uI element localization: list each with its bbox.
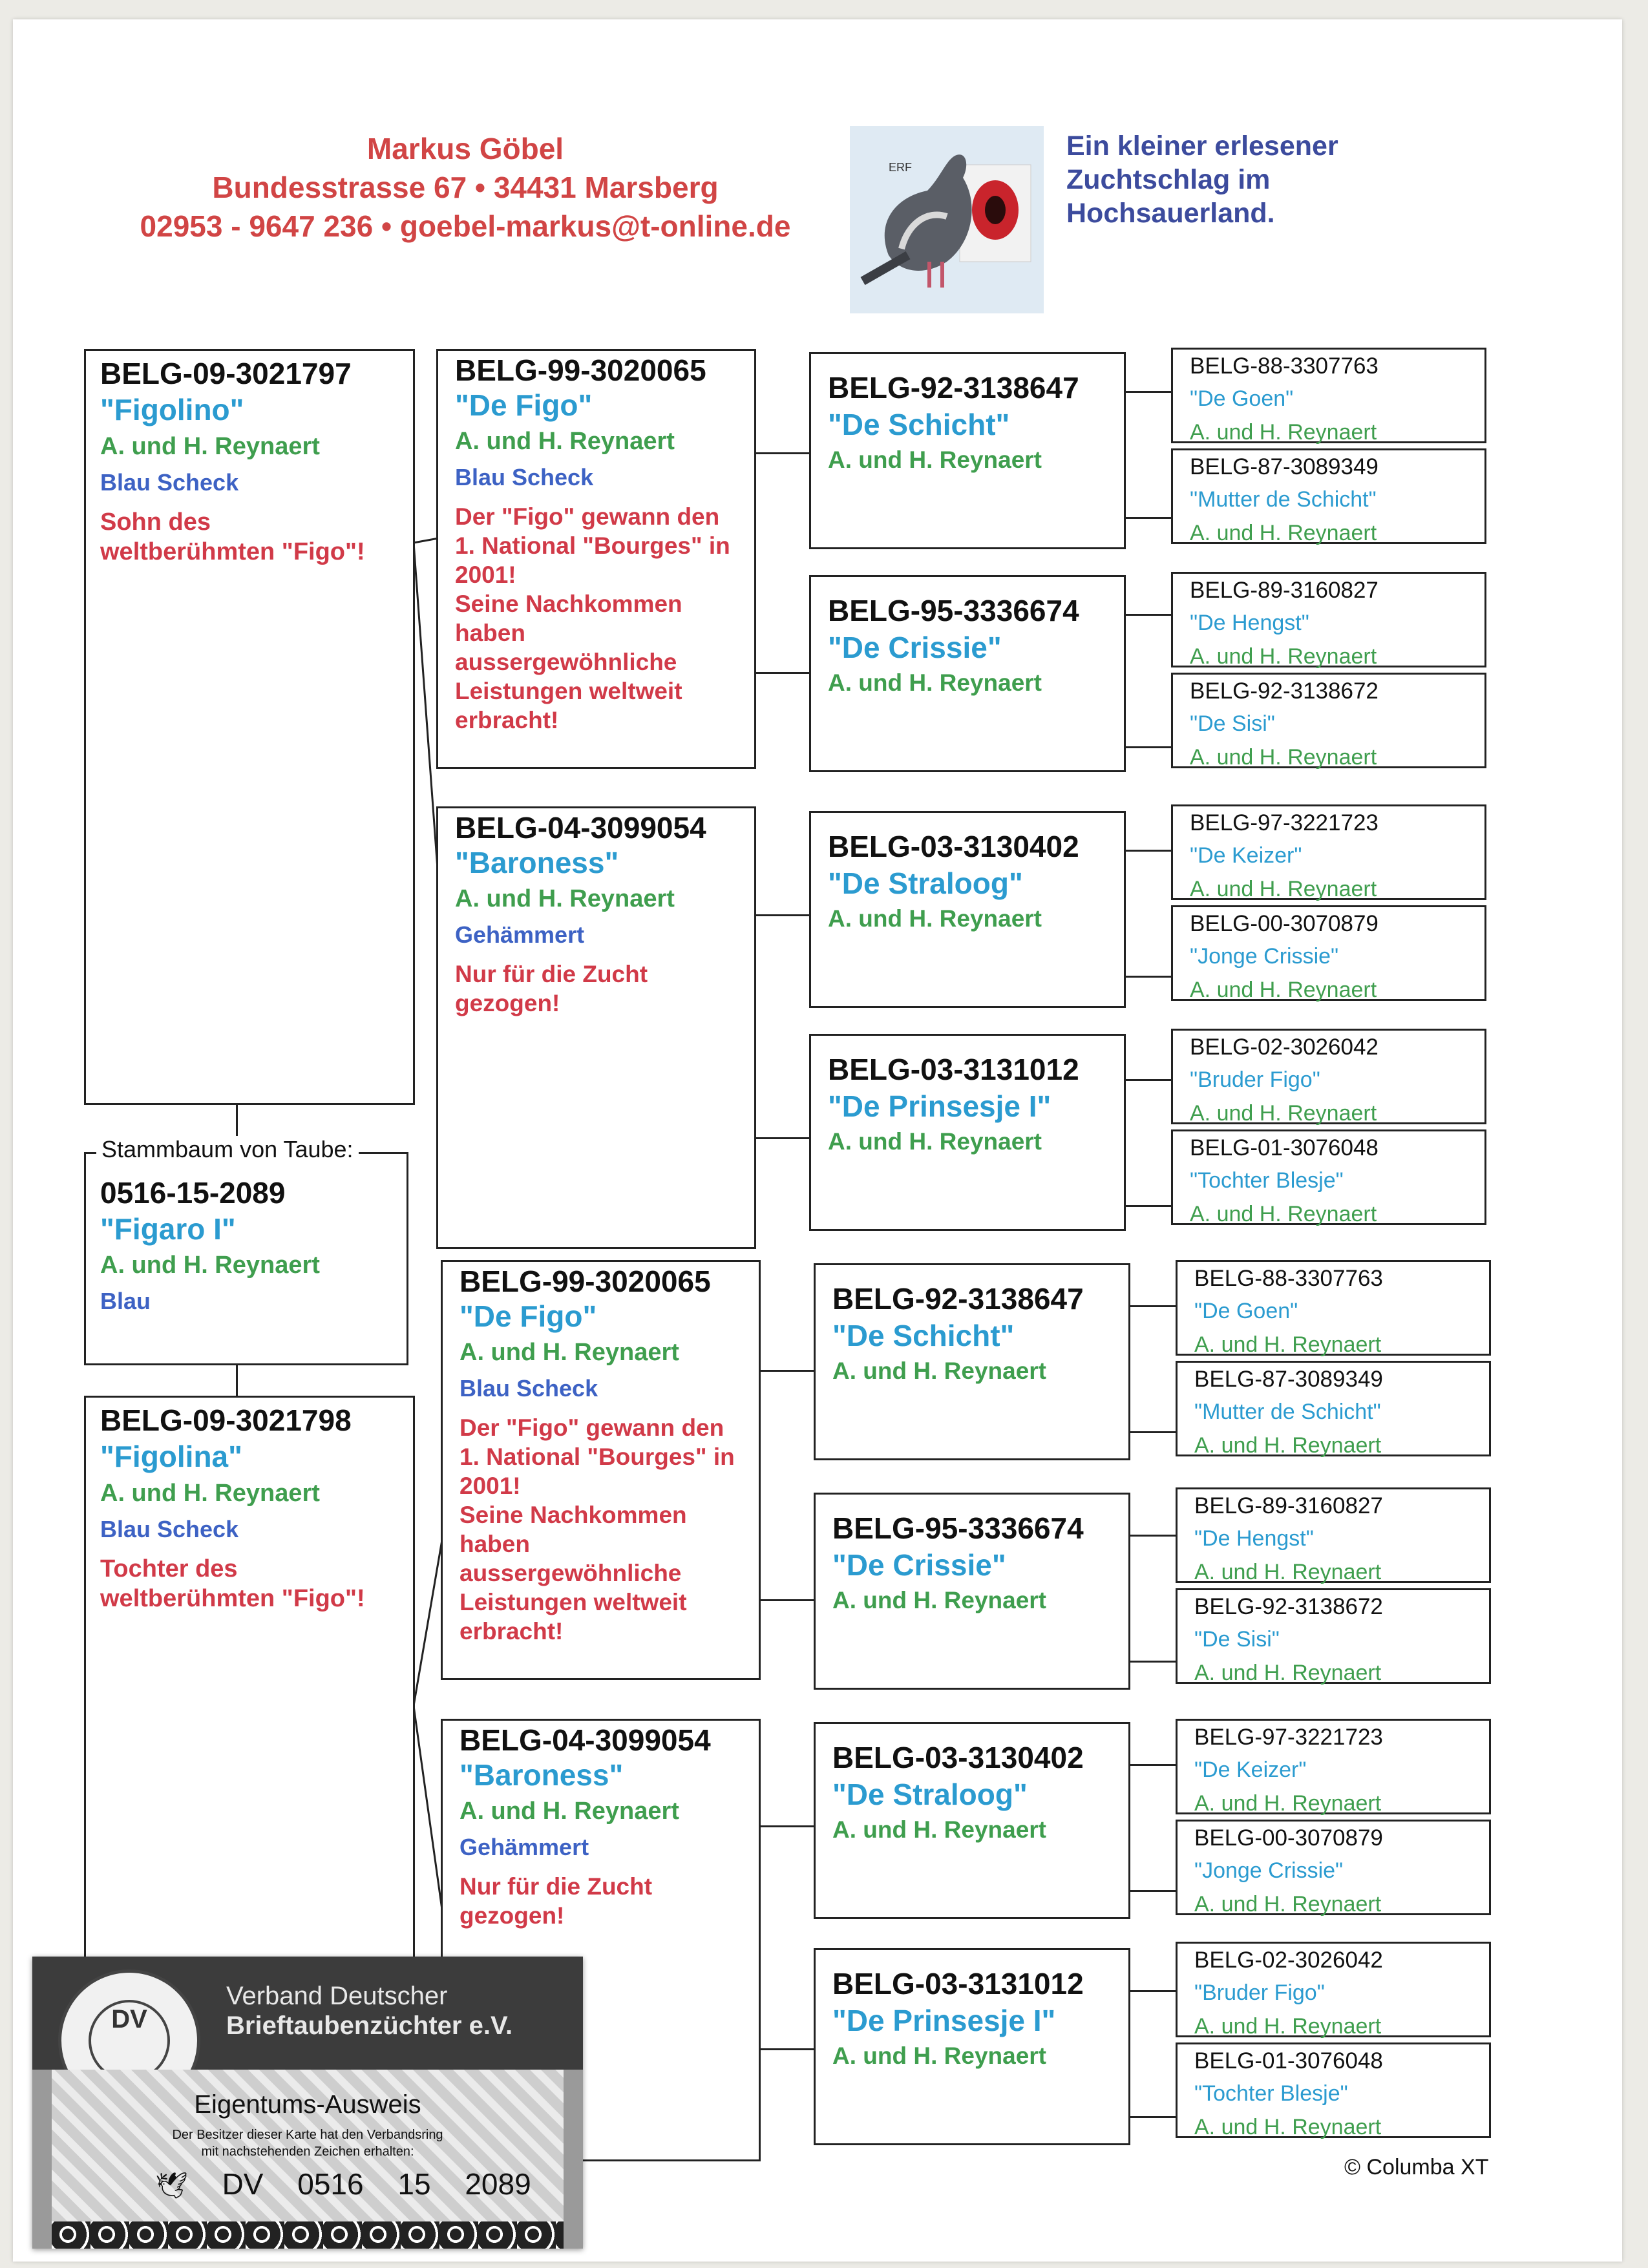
pigeon-name: "Jonge Crissie"	[1190, 944, 1339, 969]
ring-number: BELG-95-3336674	[832, 1511, 1084, 1545]
owner: A. und H. Reynaert	[1194, 1433, 1382, 1458]
connector-line	[1129, 1661, 1176, 1663]
ring-prefix: DV	[222, 2167, 264, 2201]
pigeon-name: "De Crissie"	[828, 631, 1002, 664]
ring-number: BELG-04-3099054	[460, 1723, 711, 1757]
ancestor-box	[1171, 905, 1486, 1001]
remark-line: Seine Nachkommen	[460, 1502, 687, 1528]
association-name	[226, 1981, 512, 2041]
ring-number: BELG-09-3021798	[100, 1403, 352, 1437]
ring-number: BELG-02-3026042	[1190, 1034, 1379, 1060]
remark-line: Sohn des	[100, 509, 211, 536]
connector-line	[1125, 391, 1171, 393]
remark-line: Leistungen weltweit	[460, 1589, 687, 1615]
ring-number: BELG-89-3160827	[1194, 1493, 1383, 1518]
ancestor-box	[1171, 1129, 1486, 1225]
ring-number: BELG-01-3076048	[1194, 2048, 1383, 2074]
pigeon-name: "Tochter Blesje"	[1190, 1168, 1344, 1193]
ancestor-box	[1176, 1942, 1491, 2037]
pigeon-name: "De Schicht"	[828, 408, 1010, 441]
owner: A. und H. Reynaert	[455, 428, 675, 455]
ring-number: BELG-87-3089349	[1194, 1367, 1383, 1392]
plumage-color: Gehämmert	[455, 921, 585, 948]
ring-number: BELG-09-3021797	[100, 357, 352, 390]
pigeon-name: "Mutter de Schicht"	[1194, 1400, 1381, 1424]
pigeon-name: "De Sisi"	[1190, 711, 1275, 736]
ownership-card	[32, 1957, 583, 2249]
ancestor-box	[814, 1263, 1130, 1460]
owner: A. und H. Reynaert	[1190, 644, 1377, 669]
ring-number: 0516	[297, 2167, 364, 2201]
pigeon-name: "Baroness"	[455, 846, 619, 879]
pigeon-name: "De Figo"	[455, 388, 593, 422]
ancestor-box	[814, 1722, 1130, 1919]
granddam-box	[436, 806, 756, 1249]
owner: A. und H. Reynaert	[1194, 1892, 1382, 1916]
owner: A. und H. Reynaert	[828, 669, 1042, 696]
remark-line: Tochter des	[100, 1555, 238, 1582]
pigeon-name: "Tochter Blesje"	[1194, 2081, 1348, 2106]
ring-number: BELG-87-3089349	[1190, 454, 1379, 479]
pigeon-name: "De Hengst"	[1190, 611, 1309, 635]
tagline-line-1: Ein kleiner erlesener	[1066, 131, 1338, 162]
association-name-line-2: Brieftaubenzüchter e.V.	[226, 2011, 513, 2040]
owner: A. und H. Reynaert	[1190, 877, 1377, 901]
pigeon-name: "De Keizer"	[1194, 1758, 1307, 1782]
remark-line: weltberühmten "Figo"!	[100, 1585, 365, 1612]
ancestor-box	[1176, 1260, 1491, 1356]
pigeon-icon: 🕊	[155, 2172, 188, 2200]
ring-number: 0516-15-2089	[100, 1176, 286, 1210]
ring-number: BELG-99-3020065	[460, 1265, 711, 1298]
owner: A. und H. Reynaert	[1194, 1661, 1382, 1685]
connector-line	[1129, 1764, 1176, 1766]
ring-year: 15	[397, 2167, 431, 2201]
connector-line	[1129, 1305, 1176, 1307]
connector-line	[1125, 614, 1171, 616]
remark-line: 2001!	[460, 1473, 521, 1499]
card-subtitle	[52, 2126, 564, 2160]
connector-line	[1129, 1535, 1176, 1537]
remark-line: Nur für die Zucht	[455, 961, 648, 987]
ring-number: BELG-02-3026042	[1194, 1948, 1383, 1973]
ancestor-box	[1176, 1820, 1491, 1915]
remark	[100, 1554, 399, 1613]
ancestor-box	[1176, 2042, 1491, 2138]
pigeon-name: "De Figo"	[460, 1299, 597, 1333]
ancestor-box	[809, 352, 1126, 549]
pigeon-name: "De Keizer"	[1190, 843, 1302, 868]
breeder-name: Markus Göbel	[366, 132, 564, 165]
plumage-color: Blau Scheck	[100, 1516, 239, 1542]
remark-line: Der "Figo" gewann den	[460, 1414, 724, 1441]
remark	[100, 507, 399, 567]
pigeon-name: "Figolina"	[100, 1440, 242, 1473]
owner: A. und H. Reynaert	[1194, 2014, 1382, 2039]
connector-line	[1125, 746, 1171, 748]
ancestor-box	[809, 811, 1126, 1008]
tagline	[1066, 129, 1454, 230]
ring-number: BELG-89-3160827	[1190, 578, 1379, 603]
ancestor-box	[809, 1034, 1126, 1231]
plumage-color: Blau	[100, 1288, 151, 1314]
connector-line	[1125, 1205, 1171, 1207]
owner: A. und H. Reynaert	[832, 2042, 1046, 2069]
ring-number: BELG-92-3138672	[1190, 678, 1379, 704]
owner: A. und H. Reynaert	[1194, 1791, 1382, 1816]
pigeon-name: "Baroness"	[460, 1758, 624, 1792]
owner: A. und H. Reynaert	[100, 1480, 320, 1507]
ancestor-box	[809, 575, 1126, 772]
owner: A. und H. Reynaert	[100, 1252, 320, 1279]
ancestor-box	[1176, 1588, 1491, 1684]
remark-line: weltberühmten "Figo"!	[100, 538, 365, 565]
ring-number: BELG-97-3221723	[1190, 810, 1379, 835]
remark	[455, 502, 737, 735]
ring-number: BELG-01-3076048	[1190, 1135, 1379, 1160]
pigeon-name: "Mutter de Schicht"	[1190, 487, 1377, 512]
owner: A. und H. Reynaert	[832, 1587, 1046, 1613]
pigeon-name: "De Prinsesje I"	[828, 1089, 1051, 1123]
ancestor-box	[814, 1493, 1130, 1690]
pigeon-name: "Bruder Figo"	[1194, 1980, 1325, 2005]
owner: A. und H. Reynaert	[832, 1358, 1046, 1384]
pigeon-name: "Bruder Figo"	[1190, 1067, 1320, 1092]
pigeon-photo-icon	[850, 126, 1044, 313]
owner: A. und H. Reynaert	[460, 1798, 679, 1825]
owner: A. und H. Reynaert	[832, 1816, 1046, 1843]
pigeon-name: "Figolino"	[100, 393, 244, 426]
remark-line: erbracht!	[460, 1618, 564, 1644]
pigeon-name: "De Hengst"	[1194, 1526, 1314, 1551]
ancestor-box	[1176, 1361, 1491, 1456]
connector-line	[1125, 517, 1171, 519]
owner: A. und H. Reynaert	[100, 433, 320, 460]
connector-line	[1125, 976, 1171, 978]
ring-number: BELG-04-3099054	[455, 811, 706, 845]
dam-box	[84, 1396, 415, 1977]
remark-line: Nur für die Zucht	[460, 1873, 653, 1900]
pigeon-name: "Figaro I"	[100, 1212, 236, 1246]
remark-line: haben	[460, 1531, 530, 1557]
ancestor-box	[1176, 1487, 1491, 1583]
remark-line: Leistungen weltweit	[455, 678, 682, 704]
card-title: Eigentums-Ausweis	[194, 2090, 421, 2119]
breeder-contact	[13, 129, 918, 246]
grandsire-box	[441, 1260, 761, 1680]
ring-number: BELG-03-3131012	[828, 1053, 1079, 1086]
tagline-line-2: Zuchtschlag im	[1066, 164, 1271, 195]
owner: A. und H. Reynaert	[1194, 1332, 1382, 1357]
card-subtitle-line-2: mit nachstehenden Zeichen erhalten:	[201, 2145, 414, 2159]
ring-number: BELG-97-3221723	[1194, 1725, 1383, 1750]
card-ornament-border	[52, 2221, 564, 2249]
remark-line: Der "Figo" gewann den	[455, 503, 720, 530]
plumage-color: Blau Scheck	[455, 464, 594, 490]
ring-number: BELG-95-3336674	[828, 594, 1079, 627]
ancestor-box	[1176, 1719, 1491, 1814]
owner: A. und H. Reynaert	[1194, 1560, 1382, 1584]
pigeon-name: "De Straloog"	[832, 1778, 1028, 1811]
pigeon-name: "De Straloog"	[828, 866, 1023, 900]
plumage-color: Blau Scheck	[100, 469, 239, 496]
ring-number: BELG-99-3020065	[455, 353, 706, 387]
ring-number: BELG-00-3070879	[1194, 1825, 1383, 1851]
ancestor-box	[1171, 448, 1486, 544]
owner: A. und H. Reynaert	[1194, 2115, 1382, 2139]
ring-number: BELG-88-3307763	[1190, 353, 1379, 379]
ring-number: BELG-92-3138672	[1194, 1594, 1383, 1619]
remark-line: haben	[455, 620, 525, 646]
ancestor-box	[1171, 673, 1486, 768]
ring-number: BELG-03-3130402	[832, 1741, 1084, 1774]
remark-line: erbracht!	[455, 707, 559, 733]
ancestor-box	[1171, 1029, 1486, 1124]
remark-line: 1. National "Bourges" in	[460, 1444, 735, 1470]
ancestor-box	[1171, 804, 1486, 900]
connector-line	[1125, 850, 1171, 852]
ancestor-box	[1171, 348, 1486, 443]
owner: A. und H. Reynaert	[1190, 1101, 1377, 1126]
remark-line: 2001!	[455, 562, 516, 588]
pigeon-name: "De Crissie"	[832, 1548, 1006, 1582]
ancestor-box	[814, 1948, 1130, 2145]
remark	[460, 1872, 742, 1930]
owner: A. und H. Reynaert	[1190, 1202, 1377, 1226]
ancestor-box	[1171, 572, 1486, 667]
connector-line	[1129, 1890, 1176, 1892]
owner: A. und H. Reynaert	[1190, 420, 1377, 445]
pedigree-page	[13, 19, 1622, 2262]
connector-line	[1125, 1079, 1171, 1081]
ring-number: BELG-03-3131012	[832, 1967, 1084, 2000]
breeder-address: Bundesstrasse 67 • 34431 Marsberg	[212, 171, 719, 204]
connector-line	[1129, 1431, 1176, 1433]
remark-line: Seine Nachkommen	[455, 591, 682, 617]
card-subtitle-line-1: Der Besitzer dieser Karte hat den Verbandsring	[172, 2128, 443, 2142]
breeder-phone-email: 02953 - 9647 236 • goebel-markus@t-online.de	[140, 209, 791, 243]
remark	[455, 960, 737, 1018]
copyright: © Columba XT	[1344, 2155, 1489, 2179]
owner: A. und H. Reynaert	[1190, 745, 1377, 770]
card-ring-number	[155, 2167, 557, 2201]
ring-number: BELG-88-3307763	[1194, 1266, 1383, 1291]
ring-number: BELG-92-3138647	[832, 1282, 1084, 1316]
owner: A. und H. Reynaert	[828, 1128, 1042, 1155]
tagline-line-3: Hochsauerland.	[1066, 198, 1275, 229]
owner: A. und H. Reynaert	[1190, 521, 1377, 545]
pigeon-name: "Jonge Crissie"	[1194, 1858, 1344, 1883]
grandsire-box	[436, 349, 756, 769]
pigeon-name: "De Schicht"	[832, 1319, 1015, 1352]
remark-line: 1. National "Bourges" in	[455, 532, 730, 559]
logo-letters: DV	[111, 2005, 147, 2033]
connector-line	[1129, 2116, 1176, 2118]
owner: A. und H. Reynaert	[1190, 978, 1377, 1002]
pigeon-name: "De Prinsesje I"	[832, 2004, 1056, 2037]
plumage-color: Gehämmert	[460, 1834, 589, 1860]
remark	[460, 1413, 742, 1646]
pedigree-legend: Stammbaum von Taube:	[96, 1136, 359, 1163]
ring-number: BELG-03-3130402	[828, 830, 1079, 863]
plumage-color: Blau Scheck	[460, 1375, 598, 1402]
remark-line: aussergewöhnliche	[460, 1560, 682, 1586]
pigeon-name: "De Sisi"	[1194, 1627, 1280, 1652]
pigeon-name: "De Goen"	[1194, 1299, 1298, 1323]
remark-line: gezogen!	[455, 990, 560, 1016]
owner: A. und H. Reynaert	[455, 885, 675, 912]
ring-number: BELG-00-3070879	[1190, 911, 1379, 936]
photo-caption: ERF	[889, 161, 912, 174]
owner: A. und H. Reynaert	[828, 446, 1042, 473]
connector-line	[1129, 1990, 1176, 1992]
sire-box	[84, 349, 415, 1105]
ring-number: BELG-92-3138647	[828, 371, 1079, 404]
owner: A. und H. Reynaert	[460, 1339, 679, 1366]
owner: A. und H. Reynaert	[828, 905, 1042, 932]
ring-serial: 2089	[465, 2167, 531, 2201]
remark-line: gezogen!	[460, 1902, 565, 1929]
subject-box	[84, 1136, 408, 1365]
pigeon-name: "De Goen"	[1190, 386, 1294, 411]
association-name-line-1: Verband Deutscher	[226, 1982, 448, 2010]
remark-line: aussergewöhnliche	[455, 649, 677, 675]
